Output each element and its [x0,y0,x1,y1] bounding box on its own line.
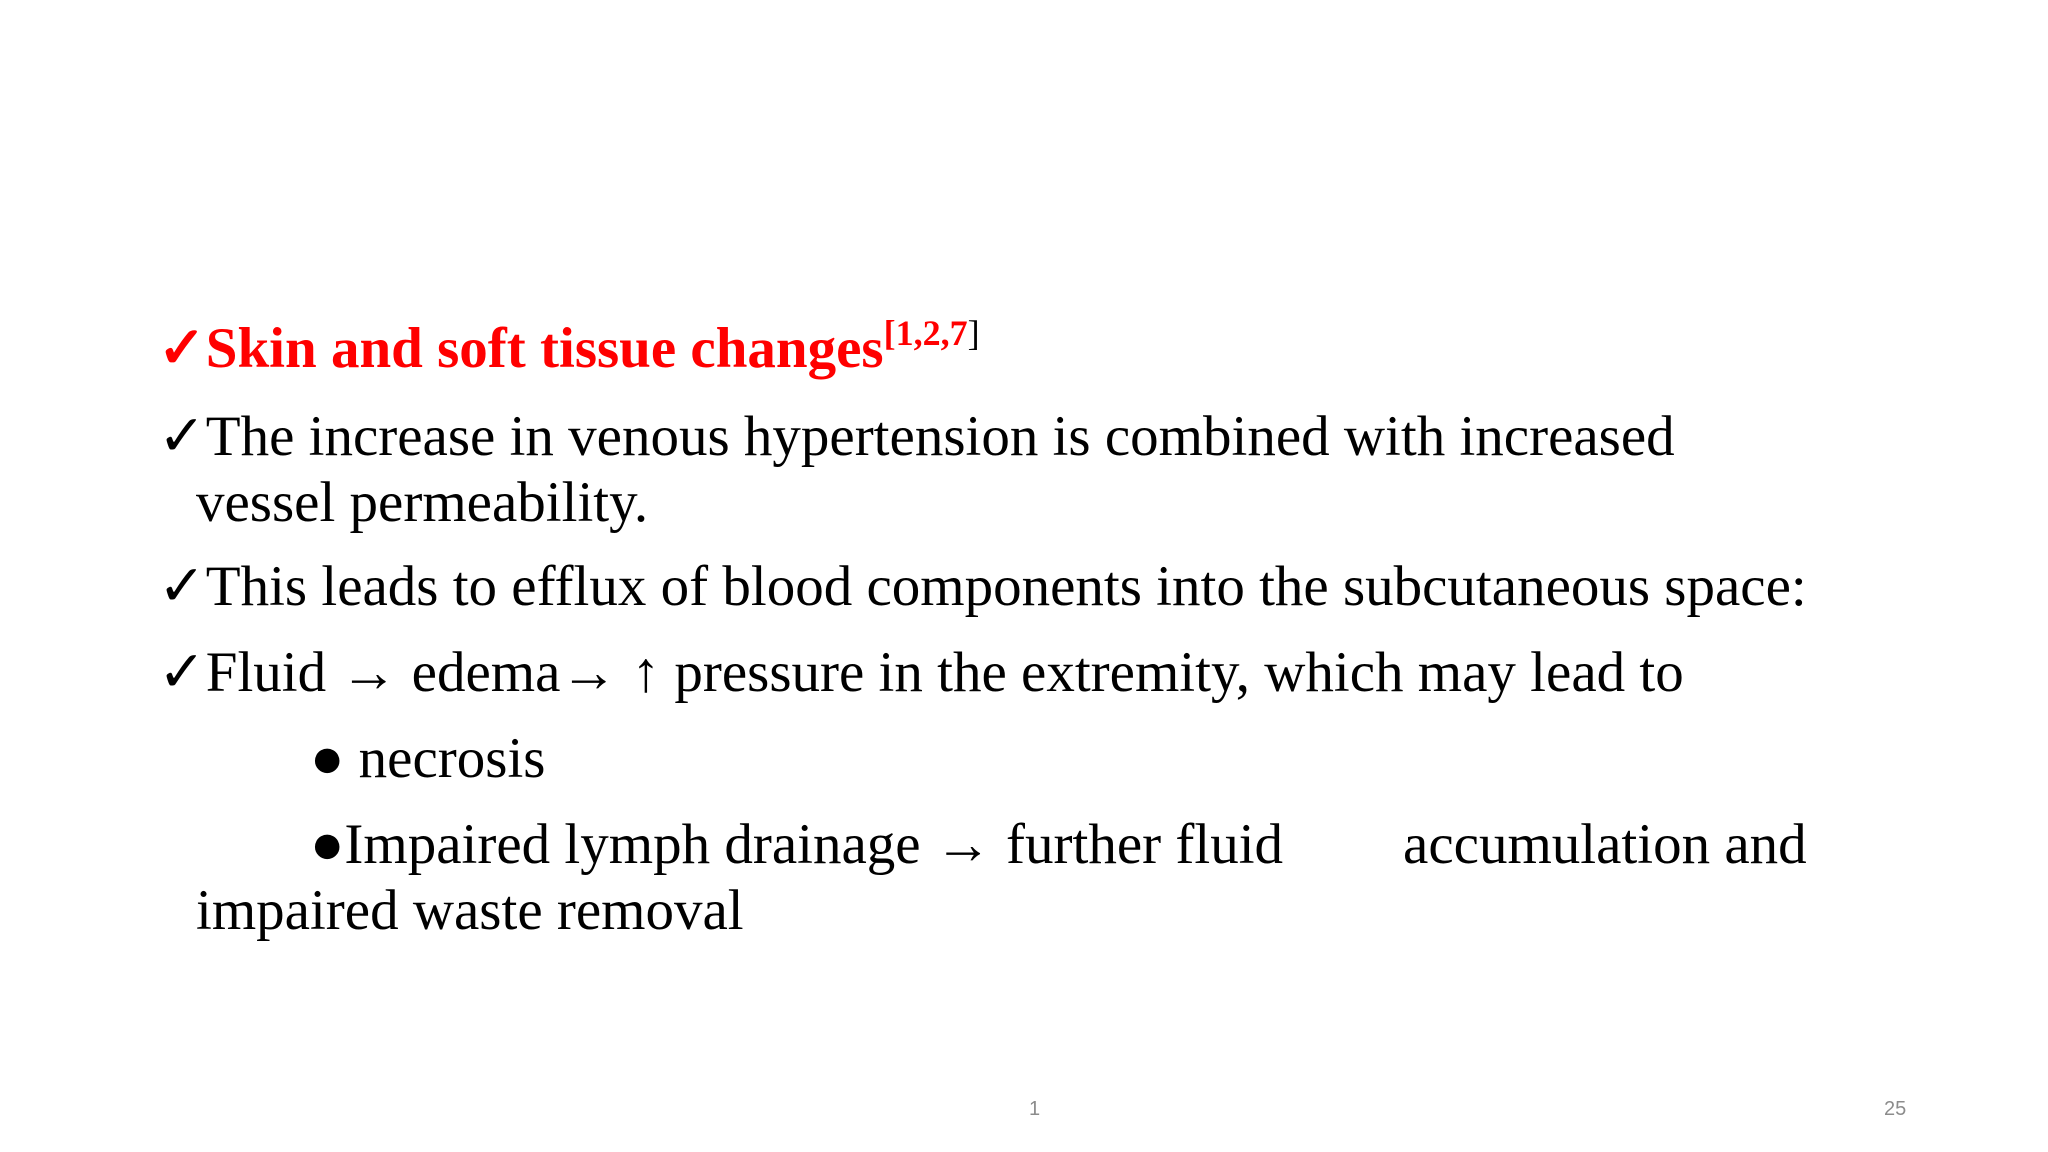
sub-bullet-necrosis: ● necrosis [310,727,546,790]
checkmark-icon: ✓ [158,555,206,618]
heading-text: Skin and soft tissue changes [205,317,884,380]
checkmark-icon: ✓ [158,405,206,468]
bullet-1-line-1 [158,404,1675,470]
bullet-2 [158,554,1807,620]
bullet-1-text: The increase in venous hypertension is combined with increased [205,405,1675,468]
sub-bullet-lymph-line-1 [310,812,1807,878]
heading-citation-close: ] [967,313,980,353]
bullet-3-text: Fluid → edema→ ↑ pressure in the extremity, which may lead to [205,641,1684,704]
sub-bullet-lymph-part-2: accumulation and [1403,813,1807,876]
bullet-3 [158,640,1684,706]
slide-number: 25 [1884,1098,1907,1120]
footer-center-number: 1 [1029,1098,1041,1120]
bullet-2-text: This leads to efflux of blood components into the subcutaneous space: [205,555,1807,618]
heading-citation: [1,2,7 [883,313,968,353]
bullet-1-line-2: vessel permeability. [196,471,649,534]
checkmark-icon: ✓ [158,641,206,704]
checkmark-icon: ✓ [158,317,206,380]
slide-heading [158,313,980,382]
sub-bullet-lymph-part-1: ●Impaired lymph drainage → further fluid [310,813,1284,876]
sub-bullet-lymph-line-2: impaired waste removal [196,879,744,942]
